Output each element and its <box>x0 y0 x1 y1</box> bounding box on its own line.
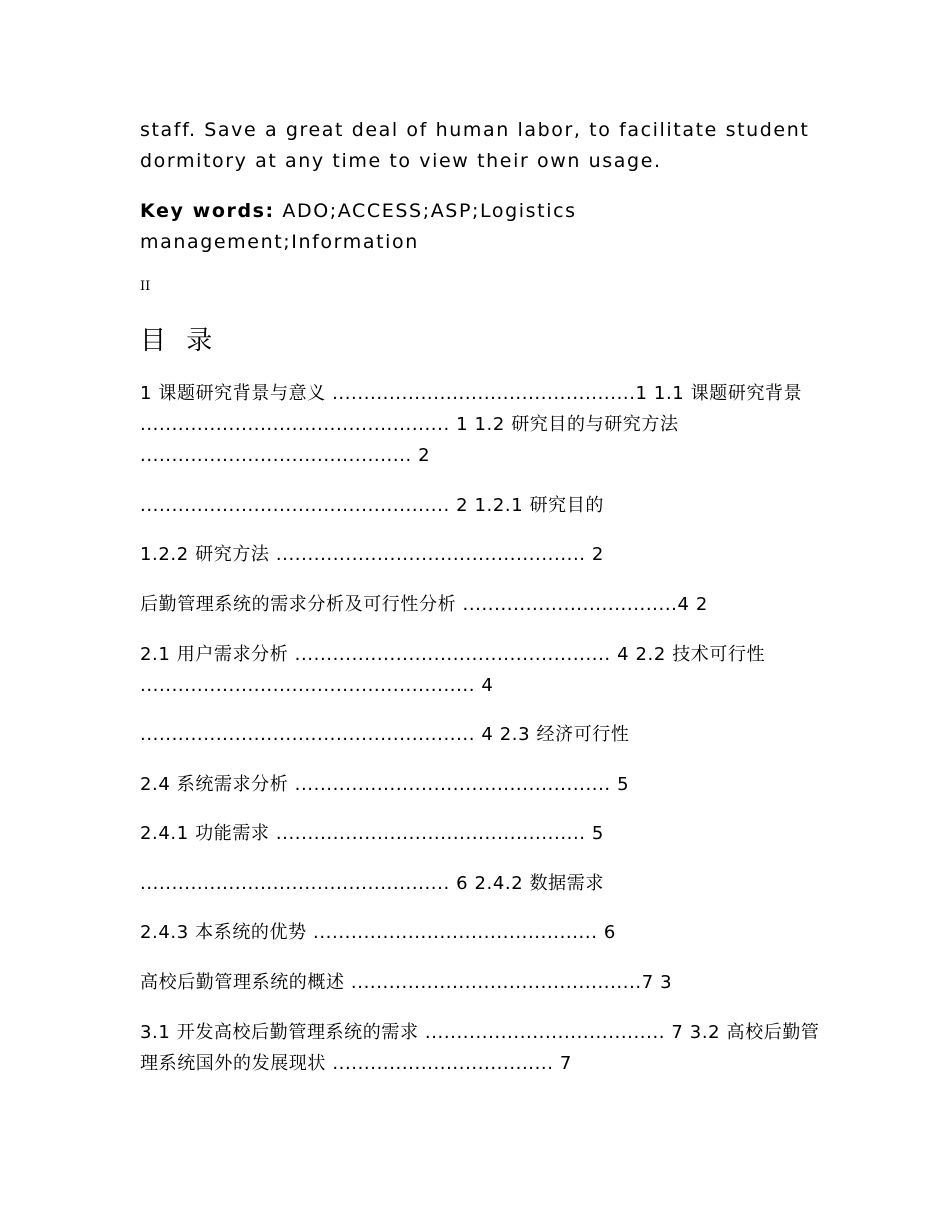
page-number: II <box>140 279 151 294</box>
toc-entry[interactable]: 2.4.3 本系统的优势 ............................................. 6 <box>140 922 616 943</box>
toc-heading: 目 录 <box>140 326 219 356</box>
abstract-continuation: staff. Save a great deal of human labor, to facilitate student dormitory at any time to view their own usage. <box>140 119 810 172</box>
toc-entry[interactable]: 2.4 系统需求分析 .................................................. 5 <box>140 774 630 795</box>
toc-entry[interactable]: 3.1 开发高校后勤管理系统的需求 ...................................... 7 3.2 高校后勤管理系统国外的发展现状 ................................... 7 <box>140 1022 820 1074</box>
keywords-label: Key words: <box>140 200 275 222</box>
toc-entry[interactable]: 2.4.1 功能需求 ................................................. 5 <box>140 823 604 844</box>
toc-entry[interactable]: ................................................. 6 2.4.2 数据需求 <box>140 873 604 894</box>
toc-entry[interactable]: 后勤管理系统的需求分析及可行性分析 ..................................4 2 <box>140 594 708 615</box>
toc-entry[interactable]: ................................................. 2 1.2.1 研究目的 <box>140 495 604 516</box>
toc-entry[interactable]: 高校后勤管理系统的概述 ..............................................7 3 <box>140 972 673 993</box>
toc-entry[interactable]: ..................................................... 4 2.3 经济可行性 <box>140 724 630 745</box>
toc-entry[interactable]: 1 课题研究背景与意义 ................................................1 1.1 课题研究背景 ................................................. 1 1.2 研究目的与研究方法 ........................................... 2 <box>140 383 809 466</box>
toc-entry[interactable]: 1.2.2 研究方法 ................................................. 2 <box>140 544 604 565</box>
toc-entry[interactable]: 2.1 用户需求分析 .................................................. 4 2.2 技术可行性 ..................................................... 4 <box>140 644 772 696</box>
keywords-line <box>140 196 820 258</box>
keywords-value: ADO;ACCESS;ASP;Logistics management;Information <box>140 200 577 253</box>
